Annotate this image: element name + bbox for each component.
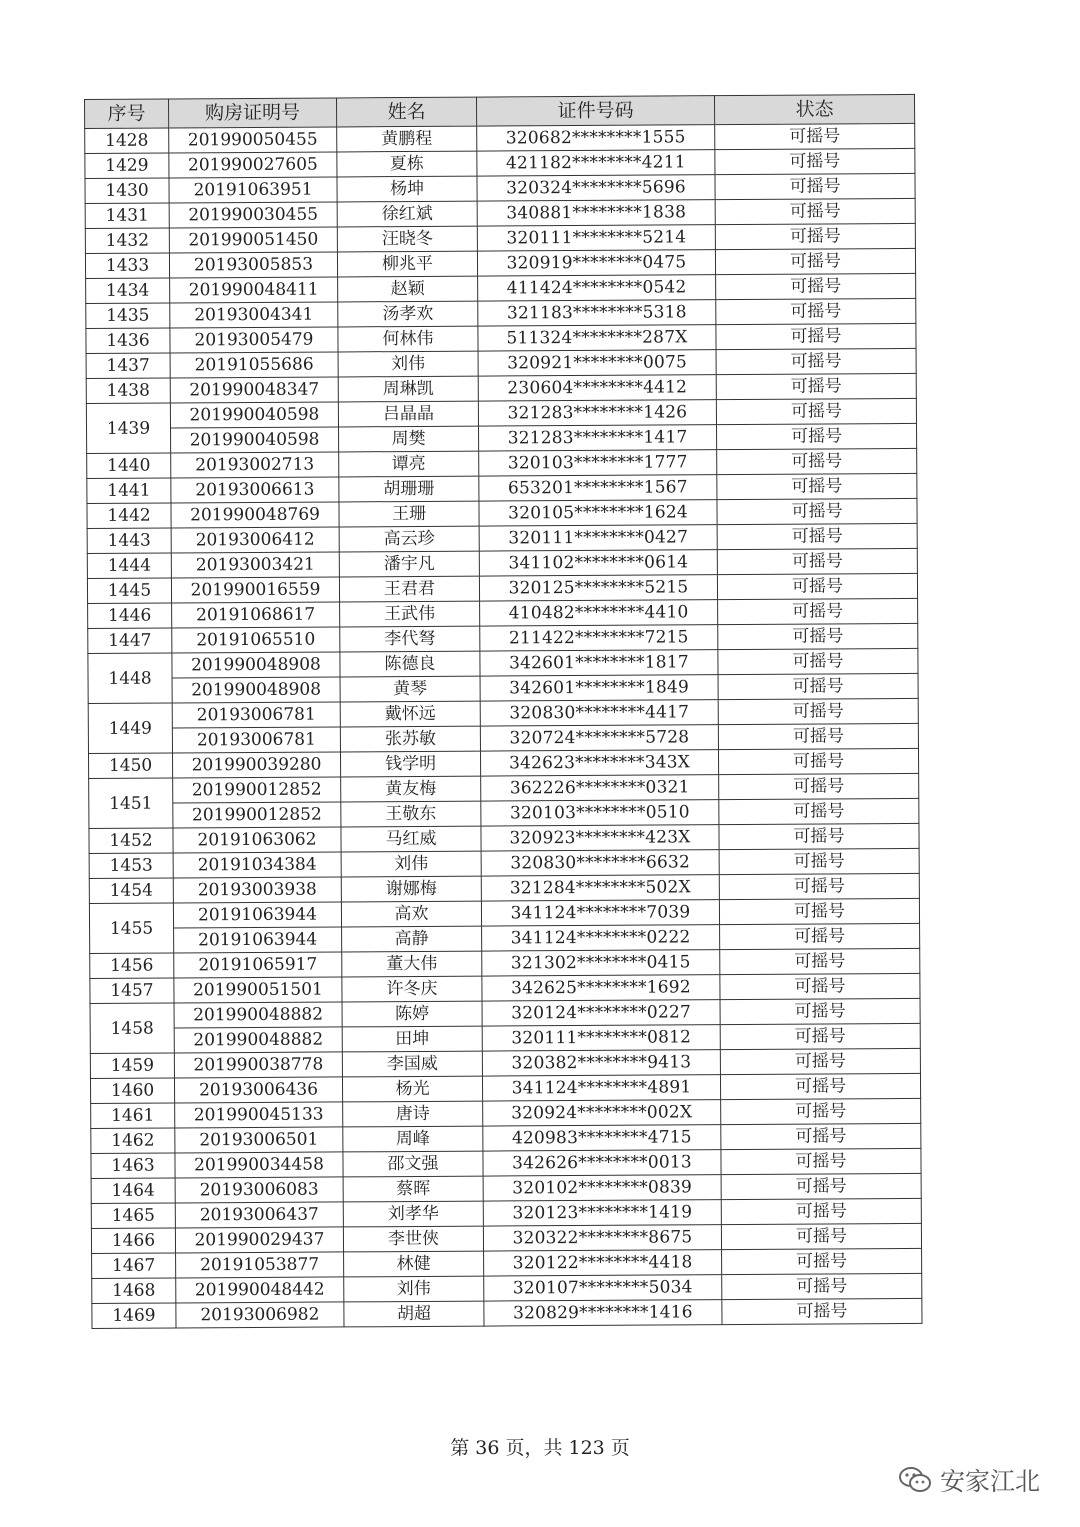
cell-name: 周峰 [343,1126,483,1152]
cell-status: 可摇号 [721,1223,921,1249]
cell-name: 林健 [344,1251,484,1277]
cell-serial: 1460 [90,1078,174,1104]
cell-id-number: 320122********4418 [484,1250,722,1276]
cell-status: 可摇号 [719,773,919,799]
cell-certificate-no: 201990045133 [175,1102,343,1128]
cell-certificate-no: 20193006412 [171,527,339,553]
cell-name: 周琳凯 [338,376,478,402]
cell-serial: 1462 [91,1128,175,1154]
cell-certificate-no: 20193006083 [175,1177,343,1203]
cell-name: 柳兆平 [337,251,477,277]
registration-table [84,94,922,1329]
cell-certificate-no: 20193006781 [172,727,340,753]
cell-id-number: 342601********1817 [480,650,718,676]
cell-id-number: 321302********0415 [482,950,720,976]
cell-id-number: 320682********1555 [477,125,715,151]
cell-certificate-no: 201990012852 [173,802,341,828]
cell-serial: 1448 [88,653,172,704]
cell-certificate-no: 20191063951 [169,177,337,203]
cell-id-number: 230604********4412 [478,375,716,401]
cell-serial: 1455 [89,903,173,954]
cell-name: 胡超 [344,1301,484,1327]
cell-certificate-no: 20191068617 [172,602,340,628]
cell-certificate-no: 20193006501 [175,1127,343,1153]
cell-name: 董大伟 [342,951,482,977]
cell-status: 可摇号 [717,498,917,524]
cell-id-number: 320107********5034 [484,1275,722,1301]
cell-id-number: 653201********1567 [479,475,717,501]
cell-name: 杨坤 [337,176,477,202]
cell-status: 可摇号 [717,448,917,474]
cell-status: 可摇号 [720,923,920,949]
cell-id-number: 320830********6632 [481,850,719,876]
cell-serial: 1449 [88,703,172,754]
cell-serial: 1438 [86,378,170,404]
cell-name: 刘孝华 [343,1201,483,1227]
cell-serial: 1432 [85,228,169,254]
cell-id-number: 211422********7215 [480,625,718,651]
cell-certificate-no: 20193006437 [175,1202,343,1228]
cell-name: 王珊 [339,501,479,527]
cell-id-number: 342601********1849 [480,675,718,701]
cell-name: 杨光 [342,1076,482,1102]
cell-certificate-no: 20191065917 [174,952,342,978]
cell-serial: 1434 [86,278,170,304]
cell-id-number: 341124********7039 [481,900,719,926]
cell-name: 邵文强 [343,1151,483,1177]
watermark [898,1462,1040,1498]
cell-certificate-no: 201990050455 [169,127,337,153]
cell-serial: 1458 [90,1003,174,1054]
cell-id-number: 320103********1777 [479,450,717,476]
cell-serial: 1433 [85,253,169,279]
cell-serial: 1451 [89,778,173,829]
cell-serial: 1454 [89,878,173,904]
cell-status: 可摇号 [720,1048,920,1074]
cell-id-number: 320829********1416 [484,1300,722,1326]
cell-status: 可摇号 [716,373,916,399]
cell-serial: 1465 [91,1203,175,1229]
cell-status: 可摇号 [718,698,918,724]
cell-certificate-no: 201990039280 [172,752,340,778]
cell-name: 夏栋 [337,151,477,177]
cell-status: 可摇号 [718,723,918,749]
cell-certificate-no: 20191053877 [176,1252,344,1278]
cell-certificate-no: 20193006436 [174,1077,342,1103]
cell-serial: 1468 [92,1278,176,1304]
cell-id-number: 340881********1838 [477,200,715,226]
cell-name: 马红威 [341,826,481,852]
cell-status: 可摇号 [717,548,917,574]
cell-name: 高静 [342,926,482,952]
cell-certificate-no: 201990040598 [170,402,338,428]
cell-serial: 1443 [87,528,171,554]
cell-status: 可摇号 [716,323,916,349]
cell-status: 可摇号 [716,298,916,324]
cell-name: 谭亮 [339,451,479,477]
cell-certificate-no: 201990040598 [171,427,339,453]
cell-certificate-no: 201990012852 [173,777,341,803]
cell-name: 汪晓冬 [337,226,477,252]
cell-serial: 1435 [86,303,170,329]
cell-name: 黄鹏程 [337,126,477,152]
cell-name: 谢娜梅 [341,876,481,902]
cell-name: 黄友梅 [341,776,481,802]
cell-certificate-no: 20193003421 [171,552,339,578]
cell-serial: 1463 [91,1153,175,1179]
cell-certificate-no: 201990051501 [174,977,342,1003]
cell-status: 可摇号 [722,1248,922,1274]
cell-status: 可摇号 [721,1198,921,1224]
cell-status: 可摇号 [720,1073,920,1099]
cell-name: 李代弩 [340,626,480,652]
cell-name: 田坤 [342,1026,482,1052]
cell-certificate-no: 201990048442 [176,1277,344,1303]
cell-id-number: 320103********0510 [481,800,719,826]
cell-id-number: 320724********5728 [480,725,718,751]
cell-id-number: 320921********0075 [478,350,716,376]
cell-serial: 1440 [87,453,171,479]
cell-name: 唐诗 [343,1101,483,1127]
cell-serial: 1466 [91,1228,175,1254]
cell-certificate-no: 20191034384 [173,852,341,878]
cell-id-number: 421182********4211 [477,150,715,176]
cell-status: 可摇号 [716,348,916,374]
cell-status: 可摇号 [718,623,918,649]
cell-id-number: 320919********0475 [477,250,715,276]
cell-status: 可摇号 [720,973,920,999]
table-body [85,123,922,1328]
cell-serial: 1429 [85,153,169,179]
cell-certificate-no: 20191063944 [174,927,342,953]
cell-id-number: 320125********5215 [479,575,717,601]
cell-status: 可摇号 [719,798,919,824]
cell-serial: 1450 [88,753,172,779]
cell-status: 可摇号 [719,848,919,874]
cell-name: 潘宇凡 [339,551,479,577]
cell-certificate-no: 201990048347 [170,377,338,403]
cell-status: 可摇号 [719,898,919,924]
cell-certificate-no: 20193003938 [173,877,341,903]
cell-certificate-no: 201990048908 [172,677,340,703]
cell-certificate-no: 201990027605 [169,152,337,178]
cell-serial: 1428 [85,128,169,154]
cell-id-number: 320124********0227 [482,1000,720,1026]
cell-status: 可摇号 [721,1173,921,1199]
cell-certificate-no: 20193005853 [169,252,337,278]
cell-id-number: 410482********4410 [480,600,718,626]
cell-name: 张苏敏 [340,726,480,752]
cell-name: 何林伟 [338,326,478,352]
cell-certificate-no: 201990030455 [169,202,337,228]
cell-serial: 1430 [85,178,169,204]
cell-serial: 1447 [88,628,172,654]
cell-id-number: 320322********8675 [483,1225,721,1251]
cell-name: 李国威 [342,1051,482,1077]
cell-status: 可摇号 [721,1148,921,1174]
header-status: 状态 [714,94,914,124]
header-name: 姓名 [336,97,476,127]
header-serial: 序号 [85,99,169,129]
cell-name: 李世俠 [343,1226,483,1252]
cell-id-number: 321283********1417 [479,425,717,451]
cell-name: 周樊 [339,426,479,452]
cell-status: 可摇号 [715,123,915,149]
cell-certificate-no: 201990029437 [175,1227,343,1253]
cell-status: 可摇号 [715,248,915,274]
cell-name: 钱学明 [340,751,480,777]
cell-status: 可摇号 [720,1023,920,1049]
cell-status: 可摇号 [718,648,918,674]
cell-id-number: 511324********287X [478,325,716,351]
cell-serial: 1469 [92,1303,176,1329]
cell-certificate-no: 20191063944 [173,902,341,928]
cell-id-number: 321284********502X [481,875,719,901]
cell-name: 刘伟 [341,851,481,877]
cell-certificate-no: 20193004341 [170,302,338,328]
cell-name: 王敬东 [341,801,481,827]
cell-status: 可摇号 [721,1123,921,1149]
cell-name: 戴怀远 [340,701,480,727]
cell-status: 可摇号 [717,473,917,499]
cell-certificate-no: 20193006781 [172,702,340,728]
cell-status: 可摇号 [719,873,919,899]
cell-id-number: 411424********0542 [478,275,716,301]
cell-id-number: 320111********0812 [482,1025,720,1051]
cell-status: 可摇号 [719,823,919,849]
cell-id-number: 320102********0839 [483,1175,721,1201]
cell-name: 黄琴 [340,676,480,702]
cell-name: 陈德良 [340,651,480,677]
cell-certificate-no: 20191055686 [170,352,338,378]
cell-certificate-no: 20193002713 [171,452,339,478]
cell-id-number: 320382********9413 [482,1050,720,1076]
cell-id-number: 320830********4417 [480,700,718,726]
header-id-number: 证件号码 [476,96,714,126]
cell-name: 汤孝欢 [338,301,478,327]
cell-name: 吕晶晶 [338,401,478,427]
cell-status: 可摇号 [722,1273,922,1299]
cell-certificate-no: 20191063062 [173,827,341,853]
cell-name: 蔡晖 [343,1176,483,1202]
cell-certificate-no: 201990034458 [175,1152,343,1178]
cell-certificate-no: 201990051450 [169,227,337,253]
cell-id-number: 362226********0321 [481,775,719,801]
cell-status: 可摇号 [715,198,915,224]
cell-status: 可摇号 [720,998,920,1024]
page-footer: 第 36 页，共 123 页 [450,1437,630,1459]
cell-serial: 1442 [87,503,171,529]
cell-serial: 1467 [92,1253,176,1279]
cell-serial: 1436 [86,328,170,354]
cell-status: 可摇号 [721,1098,921,1124]
cell-status: 可摇号 [717,523,917,549]
cell-serial: 1441 [87,478,171,504]
cell-id-number: 342623********343X [480,750,718,776]
cell-status: 可摇号 [717,423,917,449]
cell-certificate-no: 20191065510 [172,627,340,653]
cell-serial: 1464 [91,1178,175,1204]
cell-name: 赵颖 [338,276,478,302]
cell-certificate-no: 201990048769 [171,502,339,528]
cell-serial: 1445 [87,578,171,604]
cell-status: 可摇号 [720,948,920,974]
cell-serial: 1446 [88,603,172,629]
cell-serial: 1461 [91,1103,175,1129]
cell-name: 陈婷 [342,1001,482,1027]
cell-id-number: 341124********0222 [482,925,720,951]
cell-id-number: 342626********0013 [483,1150,721,1176]
cell-name: 王君君 [339,576,479,602]
cell-status: 可摇号 [722,1298,922,1324]
cell-serial: 1439 [86,403,170,454]
cell-id-number: 341102********0614 [479,550,717,576]
cell-status: 可摇号 [715,223,915,249]
cell-serial: 1453 [89,853,173,879]
cell-id-number: 320111********0427 [479,525,717,551]
cell-certificate-no: 201990048411 [170,277,338,303]
watermark-text: 安家江北 [940,1467,1041,1496]
wechat-icon [898,1465,932,1495]
cell-status: 可摇号 [717,573,917,599]
cell-name: 刘伟 [338,351,478,377]
cell-status: 可摇号 [715,173,915,199]
table-row [92,1298,922,1328]
cell-certificate-no: 20193006982 [176,1302,344,1328]
cell-certificate-no: 20193005479 [170,327,338,353]
cell-serial: 1437 [86,353,170,379]
cell-status: 可摇号 [718,748,918,774]
cell-name: 胡珊珊 [339,476,479,502]
cell-certificate-no: 201990048908 [172,652,340,678]
cell-status: 可摇号 [716,273,916,299]
cell-serial: 1452 [89,828,173,854]
cell-name: 刘伟 [344,1276,484,1302]
cell-certificate-no: 201990048882 [174,1027,342,1053]
cell-id-number: 341124********4891 [482,1075,720,1101]
cell-id-number: 320924********002X [483,1100,721,1126]
cell-id-number: 320324********5696 [477,175,715,201]
cell-certificate-no: 20193006613 [171,477,339,503]
cell-name: 许冬庆 [342,976,482,1002]
cell-status: 可摇号 [718,598,918,624]
header-certificate-no: 购房证明号 [169,98,337,128]
cell-serial: 1457 [90,978,174,1004]
cell-status: 可摇号 [715,148,915,174]
cell-name: 高云珍 [339,526,479,552]
cell-name: 王武伟 [340,601,480,627]
cell-certificate-no: 201990016559 [171,577,339,603]
cell-certificate-no: 201990048882 [174,1002,342,1028]
cell-id-number: 321283********1426 [478,400,716,426]
cell-serial: 1459 [90,1053,174,1079]
cell-id-number: 342625********1692 [482,975,720,1001]
cell-id-number: 320123********1419 [483,1200,721,1226]
cell-id-number: 321183********5318 [478,300,716,326]
cell-serial: 1431 [85,203,169,229]
cell-name: 徐红斌 [337,201,477,227]
cell-id-number: 320111********5214 [477,225,715,251]
cell-id-number: 320923********423X [481,825,719,851]
cell-certificate-no: 201990038778 [174,1052,342,1078]
cell-status: 可摇号 [718,673,918,699]
cell-name: 高欢 [341,901,481,927]
cell-id-number: 320105********1624 [479,500,717,526]
cell-status: 可摇号 [716,398,916,424]
cell-serial: 1456 [90,953,174,979]
cell-id-number: 420983********4715 [483,1125,721,1151]
cell-serial: 1444 [87,553,171,579]
